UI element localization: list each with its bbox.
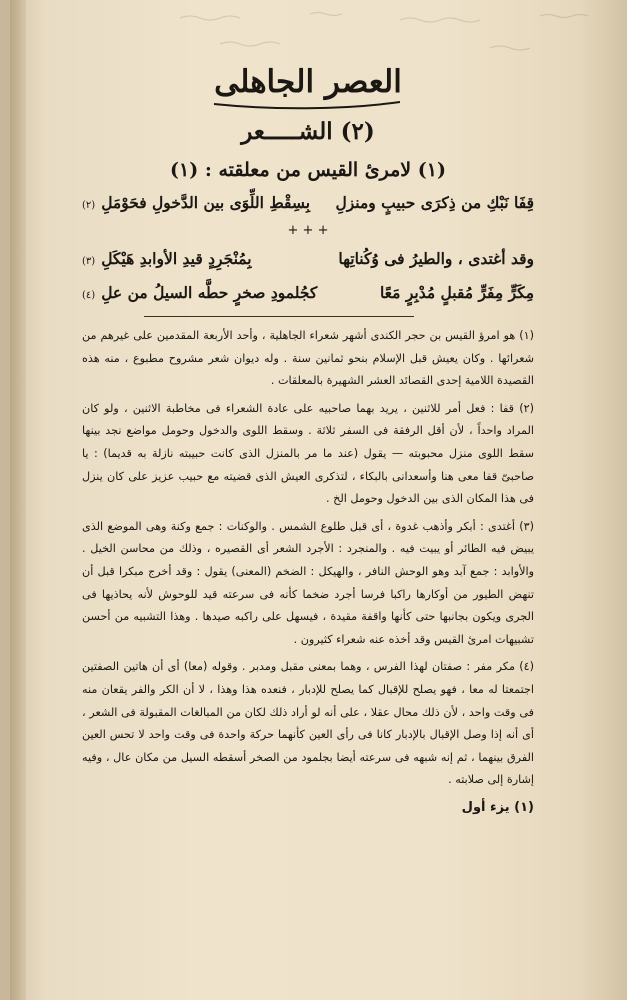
section-title: (٢) الشـــــعر: [241, 118, 375, 145]
footnote-ref: (٣): [82, 256, 96, 267]
verse-line-2: [82, 242, 534, 276]
footnote-ref: (٤): [82, 290, 96, 301]
page-content: [82, 60, 534, 819]
book-page: [10, 0, 627, 1000]
verse-first-hemistich: وقد أغتدى ، والطيرُ فى وُكُناتِها: [338, 249, 534, 268]
signature-mark: (١) يزء أول: [461, 799, 534, 815]
verse-second-hemistich: بِمُنْجَرِدٍ قيدِ الأوابدِ هَيْكَلِ(٣): [82, 249, 252, 268]
verse-line-3: [82, 276, 534, 310]
verse-second-hemistich: كجُلمودِ صخرٍ حطَّه السيلُ من علِ(٤): [82, 283, 318, 302]
footnote-ref: (٢): [82, 200, 96, 211]
era-title: العصر الجاهلى: [214, 64, 402, 100]
title-underline: [82, 104, 534, 114]
verse-first-hemistich: مِكَرٍّ مِفَرٍّ مُقبلٍ مُدْبِرٍ مَعًا: [379, 283, 534, 302]
page-gutter: [10, 0, 26, 1000]
verse-line-1: [82, 186, 534, 220]
footnote-1: (١) هو امرؤ القيس بن حجر الكندى أشهر شعراء الجاهلية ، وأحد الأربعة المقدمين على غيرهم من شعرائها . وكان يعيش قبل الإسلام بنحو ثمانين سنة . وله ديوان شعر مشروح مطبوع ، منه هذه القصيدة اللامية إحدى القصائد العشر الشهيرة بالمعلقات .: [82, 329, 534, 388]
footnote-2: (٢) قفا : فعل أمر للاثنين ، يريد بهما صاحبيه على عادة الشعراء فى مخاطبة الاثنين ، ولو كان المراد واحداً ، لأن أقل الرفقة فى السفر ثلاثة . وسقط اللوى والدخول وحومل مواضع نجد بينها سقط اللوى منزل محبوبته — يقول (عند ما مر بالمنزل الذى كانت حبيبته نازلة به قديما) : يا صاحبىّ قفا معى هنا وأسعدانى بالبكاء ، لتذكرى العيش الذى قضيته مع حبيب عزيز على كان ينزل فى هذا المكان الذى بين الدخول وحومل الخ .: [82, 401, 534, 506]
verse-ornament: + + +: [287, 223, 329, 238]
footnote-4: (٤) مكر مفر : صفتان لهذا الفرس ، وهما بمعنى مقبل ومدبر . وقوله (معا) أى أن هاتين الصفتين اجتمعتا له معا ، فهو يصلح للإقبال كما يصلح للإدبار ، فنعده هذا وهذا ، لا أن الكر والفر يقعان منه فى وقت واحد ، لأن ذلك محال عقلا ، على أنه لو أراد ذلك لكان من المبالغات المقبولة فى الشعر ، أى أنه إذا وصل الإقبال بالإدبار كانا فى رأى العين كأنهما حركة واحدة فى وقت واحد لا تحس العين الفرق بينهما ، ثم إنه شبهه فى سرعته أيضا بجلمود من الصخر أسقطه السيل من مكان عال ، وفيه إشارة إلى صلابته .: [82, 660, 534, 787]
footnote-divider: [144, 316, 414, 317]
verse-second-hemistich: بِسِقْطِ اللِّوَى بين الدَّخولِ فحَوْمَلِ(٢): [82, 193, 311, 212]
footnote-3: (٣) أغتدى : أبكر وأذهب غدوة ، أى قبل طلوع الشمس . والوكنات : جمع وكنة وهى الموضع الذى يبيض فيه الطائر أو يبيت فيه . والمنجرد : الأجرد الشعر أى القصيره ، وذلك من محاسن الخيل . والأوابد : جمع آبد وهو الوحش النافر ، والهيكل : الضخم (المعنى) يقول : وقد أخرج مبكرا قبل أن تنهض الطيور من أوكارها راكبا فرسا أجرد ضخما كأنه فى سرعته قيد للوحوش لأنه يحاذيها فى الجرى ويكون بجانبها حتى كأنها واقفة مقيدة ، فيسهل على راكبه صيدها . وهذا التشبيه من أحسن تشبيهات امرئ القيس وقد أخذه عنه شعراء كثيرون .: [82, 519, 534, 646]
verse-first-hemistich: قِفَا نَبْكِ من ذِكرَى حبيبٍ ومنزلِ: [335, 193, 534, 212]
poem-heading: (١) لامرئ القيس من معلقته : (١): [170, 159, 446, 181]
